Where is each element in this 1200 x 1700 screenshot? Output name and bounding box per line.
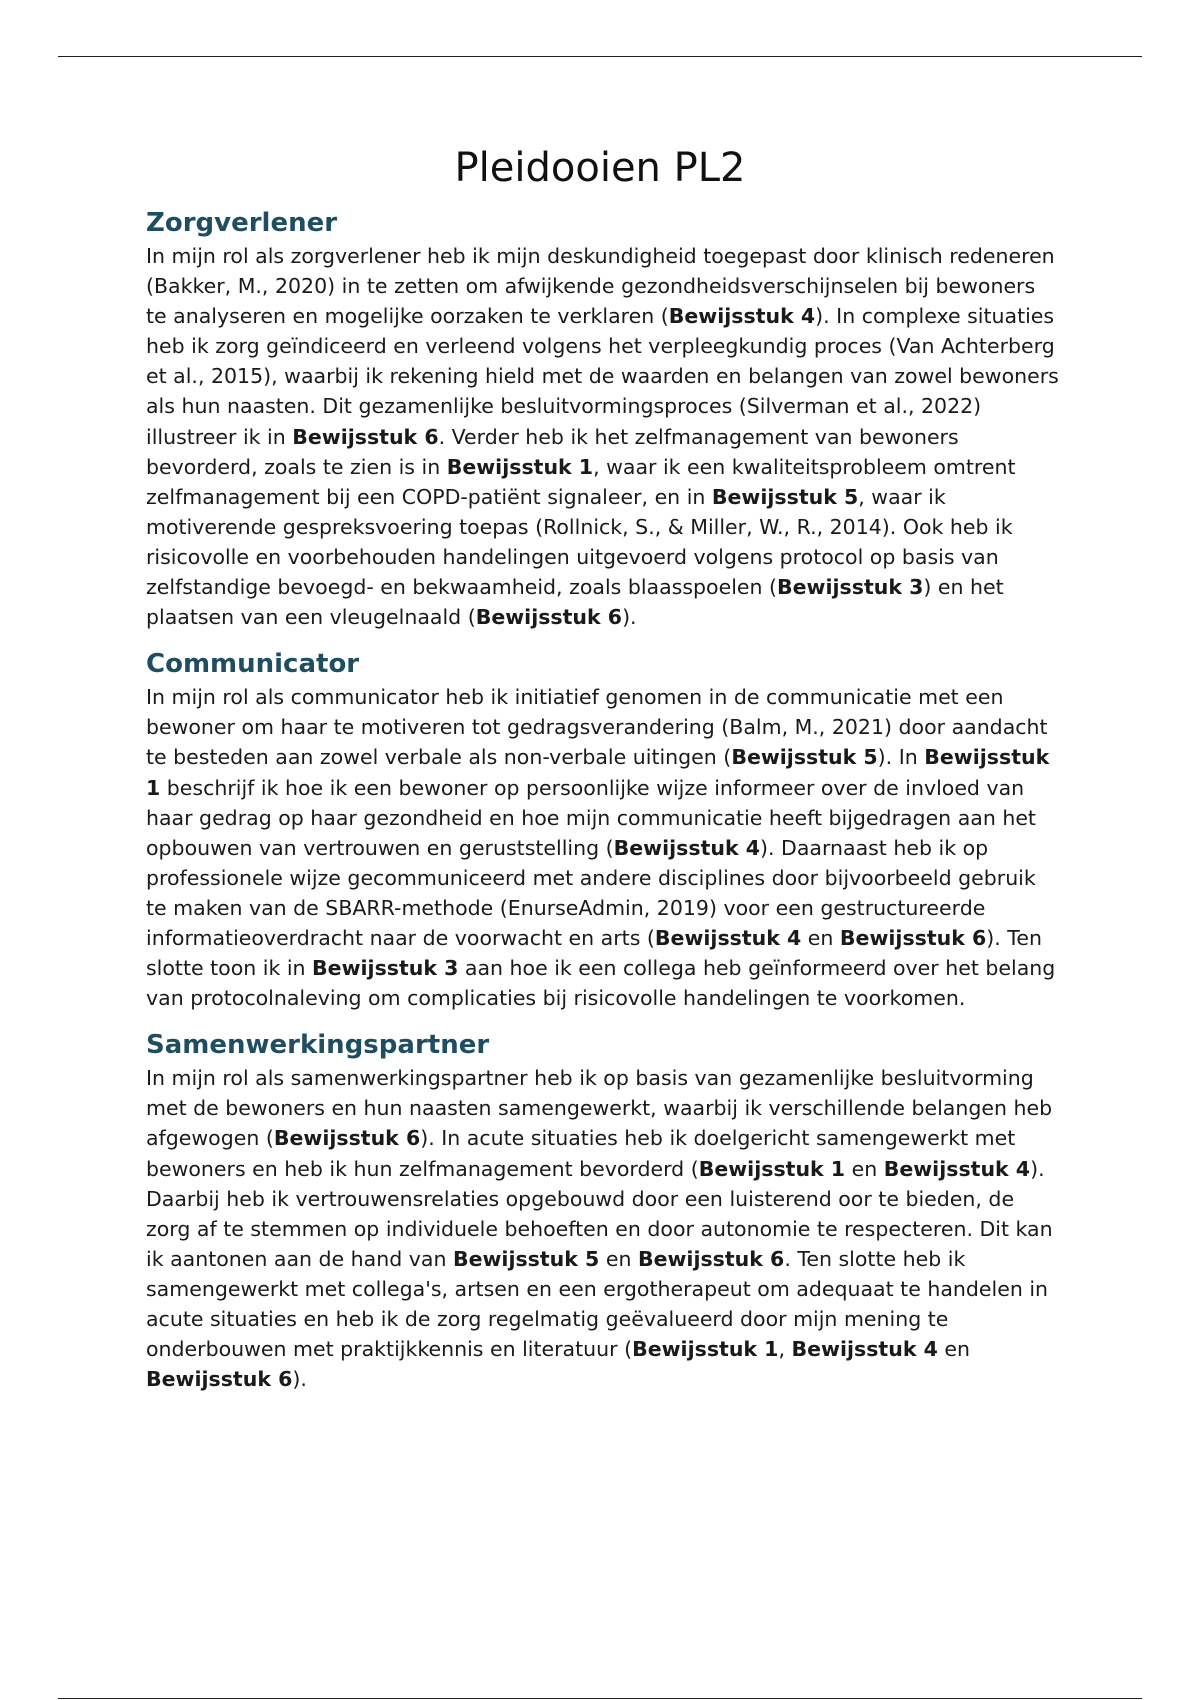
paragraph-text: ). [622, 605, 637, 630]
evidence-reference: Bewijsstuk 6 [146, 1367, 293, 1392]
paragraph-text: In mijn rol als communicator heb ik initiatief genomen in de communicatie met een bewoner om haar te motiveren tot gedragsverandering (Balm, M., 2021) door aandacht te besteden aan zowel verbale als non-verbale uitingen ( [146, 685, 1048, 770]
paragraph-text: ). Daarnaast heb ik op professionele wijze gecommuniceerd met andere disciplines door bijvoorbeeld gebruik te maken van de SBARR-methode (EnurseAdmin, 2019) voor een gestructureerde informatieoverdracht naar de voorwacht en arts ( [146, 835, 1036, 950]
paragraph-text: ). In acute situaties heb ik doelgericht samengewerkt met bewoners en heb ik hun zelfmanagement bevorderd ( [146, 1126, 1016, 1181]
evidence-reference: Bewijsstuk 5 [711, 484, 859, 509]
evidence-reference: Bewijsstuk 5 [452, 1246, 600, 1271]
evidence-reference: Bewijsstuk 4 [654, 925, 802, 950]
paragraph-text: In mijn rol als samenwerkingspartner heb ik op basis van gezamenlijke besluitvorming met de bewoners en hun naasten samengewerkt, waarbij ik verschillende belangen heb afgewogen ( [146, 1066, 1053, 1151]
evidence-reference: Bewijsstuk 1 [146, 745, 1050, 800]
evidence-reference: Bewijsstuk 6 [839, 925, 987, 950]
evidence-reference: Bewijsstuk 5 [731, 745, 878, 770]
paragraph-text: aan hoe ik een collega heb geïnformeerd over het belang van protocolnaleving om complicaties bij risicovolle handelingen te voorkomen. [146, 956, 1056, 1011]
evidence-reference: Bewijsstuk 1 [698, 1156, 846, 1181]
section-heading: Communicator [146, 649, 360, 680]
evidence-reference: Bewijsstuk 6 [273, 1126, 421, 1151]
evidence-reference: Bewijsstuk 6 [637, 1246, 785, 1271]
paragraph-text: ). [292, 1367, 307, 1392]
document-body [146, 205, 1061, 1408]
evidence-reference: Bewijsstuk 1 [446, 454, 594, 479]
evidence-reference: Bewijsstuk 3 [777, 575, 924, 600]
evidence-reference: Bewijsstuk 6 [475, 605, 623, 630]
section-paragraph [146, 241, 1061, 632]
paragraph-text: ). In complexe situaties heb ik zorg geïndiceerd en verleend volgens het verpleegkundig proces (Van Achterberg et al., 2015), waarbij ik rekening hield met de waarden en belangen van zowel bewoners als hun naasten. Dit gezamenlijke besluitvormingsproces (Silverman et al., 2022) illustreer ik in [146, 304, 1059, 449]
paragraph-text: en [845, 1156, 884, 1181]
paragraph-text: . Ten slotte heb ik samengewerkt met collega's, artsen en een ergotherapeut om adequaat te handelen in acute situaties en heb ik de zorg regelmatig geëvalueerd door mijn mening te onderbouwen met praktijkkennis en literatuur ( [146, 1246, 1049, 1362]
section-heading: Samenwerkingspartner [146, 1030, 490, 1061]
paragraph-text: ). In [877, 745, 925, 770]
paragraph-text: en [599, 1246, 638, 1271]
paragraph-text: ). Ten slotte toon ik in [146, 925, 1042, 981]
paragraph-text: In mijn rol als zorgverlener heb ik mijn deskundigheid toegepast door klinisch redeneren (Bakker, M., 2020) in te zetten om afwijkende gezondheidsverschijnselen bij bewoners te analyseren en mogelijke oorzaken te verklaren ( [146, 244, 1055, 329]
paragraph-text: ). Daarbij heb ik vertrouwensrelaties opgebouwd door een luisterend oor te bieden, de zorg af te stemmen op individuele behoeften en door autonomie te respecteren. Dit kan ik aantonen aan de hand van [146, 1156, 1053, 1271]
section-paragraph [146, 1063, 1061, 1394]
paragraph-text: en [937, 1337, 970, 1362]
evidence-reference: Bewijsstuk 4 [883, 1156, 1031, 1181]
evidence-reference: Bewijsstuk 4 [613, 835, 760, 860]
top-rule [58, 56, 1142, 57]
evidence-reference: Bewijsstuk 4 [791, 1337, 938, 1362]
paragraph-text: , waar ik een kwaliteitsprobleem omtrent zelfmanagement bij een COPD-patiënt signaleer, en in [146, 454, 1016, 509]
paragraph-text: . Verder heb ik het zelfmanagement van bewoners bevorderd, zoals te zien is in [146, 424, 959, 479]
paragraph-text: ) en het plaatsen van een vleugelnaald ( [146, 575, 1004, 630]
section-heading: Zorgverlener [146, 208, 338, 238]
section-samenwerkingspartner [146, 1027, 1061, 1394]
evidence-reference: Bewijsstuk 6 [292, 424, 439, 449]
section-communicator [146, 646, 1061, 1013]
section-zorgverlener [146, 205, 1061, 632]
paragraph-text: en [801, 925, 840, 950]
paragraph-text: beschrijf ik hoe ik een bewoner op persoonlijke wijze informeer over de invloed van haar gedrag op haar gezondheid en hoe mijn communicatie heeft bijgedragen aan het opbouwen van vertrouwen en geruststelling ( [146, 775, 1036, 860]
paragraph-text: , [778, 1337, 792, 1362]
evidence-reference: Bewijsstuk 4 [668, 304, 816, 329]
paragraph-text: , waar ik motiverende gespreksvoering toepas (Rollnick, S., & Miller, W., R., 2014). Ook heb ik risicovolle en voorbehouden handelingen uitgevoerd volgens protocol op basis van zelfstandige bevoegd- en bekwaamheid, zoals blaasspoelen ( [146, 484, 1013, 600]
evidence-reference: Bewijsstuk 1 [632, 1337, 779, 1362]
evidence-reference: Bewijsstuk 3 [312, 956, 459, 981]
document-title: Pleidooien PL2 [454, 145, 746, 191]
section-paragraph [146, 682, 1061, 1013]
bottom-rule [58, 1698, 1142, 1699]
